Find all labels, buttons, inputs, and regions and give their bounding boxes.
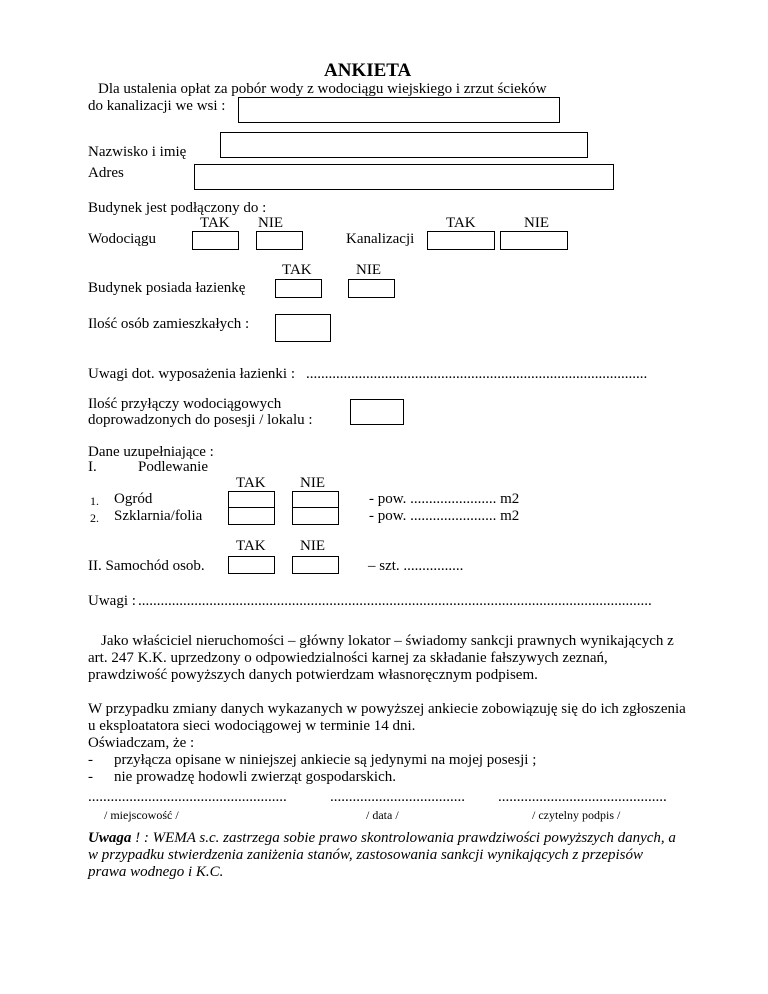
item-1-label: Ogród	[114, 491, 153, 507]
residents-label: Ilość osób zamieszkałych :	[88, 316, 250, 332]
section-1-number: I.	[88, 459, 97, 475]
sewage-nie-checkbox[interactable]	[500, 231, 568, 250]
sewage-label: Kanalizacji	[346, 231, 415, 247]
garden-area[interactable]: - pow. ....................... m2	[369, 491, 520, 507]
bathroom-notes-label: Uwagi dot. wyposażenia łazienki :	[88, 366, 296, 382]
water-nie-checkbox[interactable]	[256, 231, 303, 250]
date-label: / data /	[366, 808, 399, 822]
bullet-1: przyłącza opisane w niniejszej ankiecie są jedynymi na mojej posesji ;	[114, 752, 537, 768]
item-2-label: Szklarnia/folia	[114, 508, 203, 524]
notes-dots[interactable]: .........................................................................................................................................	[138, 593, 652, 609]
signature-label: / czytelny podpis /	[532, 808, 621, 822]
bullet-2-dash: -	[88, 769, 93, 785]
sewage-tak-checkbox[interactable]	[427, 231, 495, 250]
village-input[interactable]	[238, 97, 560, 123]
section-2-label: II. Samochód osob.	[88, 558, 205, 574]
declaration-paragraph-1: Jako właściciel nieruchomości – główny lokator – świadomy sankcji prawnych wynikających z art. 247 K.K. uprzedzony o odpowiedzialności karnej za składanie fałszywych zeznań, prawdziwość powyższych danych potwierdzam własnoręcznym podpisem.	[88, 633, 674, 683]
greenhouse-area[interactable]: - pow. ....................... m2	[369, 508, 520, 524]
connection-heading: Budynek jest podłączony do :	[88, 200, 267, 216]
bullet-2: nie prowadzę hodowli zwierząt gospodarskich.	[114, 769, 396, 785]
place-label: / miejscowość /	[104, 808, 179, 822]
bathroom-tak-checkbox[interactable]	[275, 279, 322, 298]
notes-label: Uwagi :	[88, 593, 136, 609]
car-tak-checkbox[interactable]	[228, 556, 275, 574]
footer-note	[88, 830, 678, 881]
connections-count-line-1: Ilość przyłączy wodociągowych	[88, 396, 282, 412]
page-title: ANKIETA	[324, 60, 412, 81]
water-nie-label: NIE	[258, 215, 283, 231]
section-1-label: Podlewanie	[138, 459, 208, 475]
greenhouse-tak-checkbox[interactable]	[228, 507, 275, 525]
sewage-tak-label: TAK	[446, 215, 476, 231]
bathroom-label: Budynek posiada łazienkę	[88, 280, 246, 296]
garden-tak-label: TAK	[236, 475, 266, 491]
name-input[interactable]	[220, 132, 588, 158]
car-nie-checkbox[interactable]	[292, 556, 339, 574]
address-input[interactable]	[194, 164, 614, 190]
car-nie-label: NIE	[300, 538, 325, 554]
garden-nie-label: NIE	[300, 475, 325, 491]
bathroom-notes-dots[interactable]: ...........................................................................................	[306, 366, 648, 382]
water-tak-checkbox[interactable]	[192, 231, 239, 250]
supplementary-heading: Dane uzupełniające :	[88, 444, 214, 460]
bullet-1-dash: -	[88, 752, 93, 768]
bathroom-nie-label: NIE	[356, 262, 381, 278]
name-label: Nazwisko i imię	[88, 144, 187, 160]
address-label: Adres	[88, 165, 124, 181]
footer-note-bold: Uwaga	[88, 830, 132, 846]
greenhouse-nie-checkbox[interactable]	[292, 507, 339, 525]
intro-line-2: do kanalizacji we wsi :	[88, 98, 226, 114]
signature-dots[interactable]: .............................................	[498, 789, 667, 805]
declaration-paragraph-2: W przypadku zmiany danych wykazanych w powyższej ankiecie zobowiązuję się do ich zgłoszenia u eksploatatora sieci wodociągowej w terminie 14 dni.	[88, 701, 686, 734]
declaration-statement: Oświadczam, że :	[88, 735, 195, 751]
car-count[interactable]: – szt. ................	[368, 558, 464, 574]
bathroom-tak-label: TAK	[282, 262, 312, 278]
item-2-number: 2.	[90, 511, 99, 525]
item-1-number: 1.	[90, 494, 99, 508]
water-label: Wodociągu	[88, 231, 156, 247]
water-tak-label: TAK	[200, 215, 230, 231]
intro-line-1: Dla ustalenia opłat za pobór wody z wodociągu wiejskiego i zrzut ścieków	[98, 81, 547, 97]
place-dots[interactable]: .....................................................	[88, 789, 287, 805]
sewage-nie-label: NIE	[524, 215, 549, 231]
connections-count-line-2: doprowadzonych do posesji / lokalu :	[88, 412, 313, 428]
date-dots[interactable]: ....................................	[330, 789, 465, 805]
connections-count-input[interactable]	[350, 399, 404, 425]
bathroom-nie-checkbox[interactable]	[348, 279, 395, 298]
footer-note-text: ! : WEMA s.c. zastrzega sobie prawo skontrolowania prawdziwości powyższych danych, a w przypadku stwierdzenia zaniżenia stanów, zastosowania sankcji wynikających z przepisów prawa wodnego i K.C.	[88, 830, 676, 880]
car-tak-label: TAK	[236, 538, 266, 554]
residents-input[interactable]	[275, 314, 331, 342]
